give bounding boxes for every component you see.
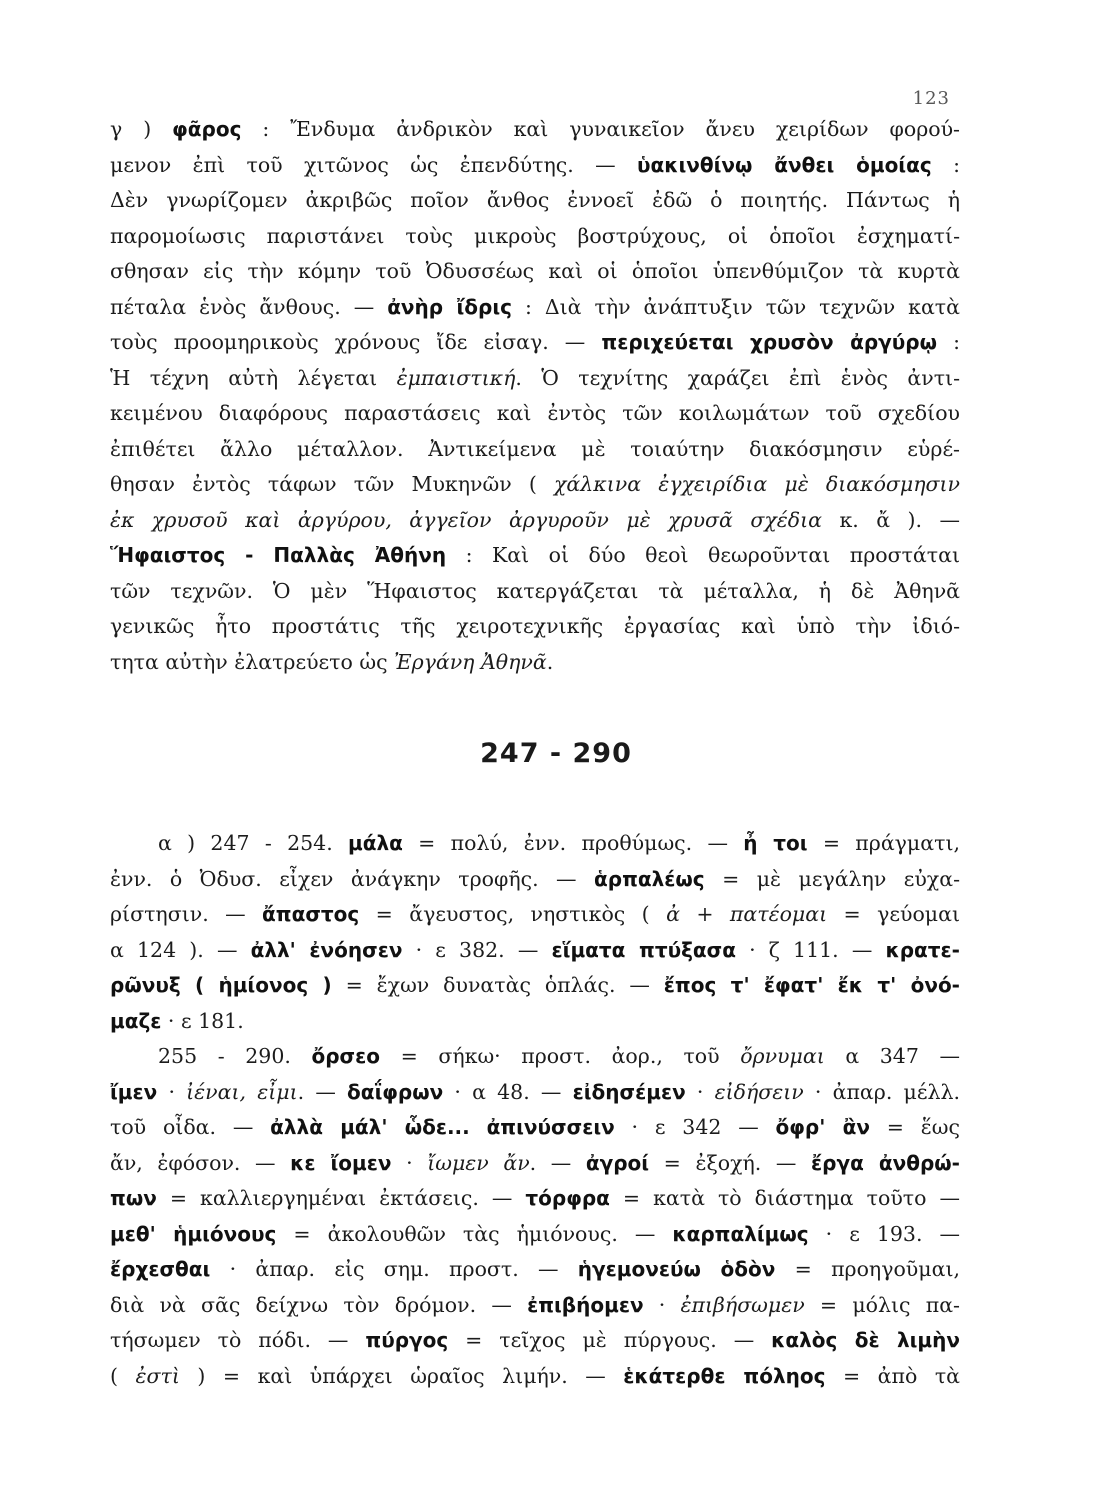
lemma-term: κρατε- bbox=[885, 937, 960, 962]
text-segment: · ζ 111. — bbox=[735, 937, 886, 962]
italic-text: ὄρνυμαι bbox=[740, 1044, 825, 1068]
lemma-term: μάλα bbox=[348, 831, 403, 855]
text-segment: : Ἔνδυμα ἀνδρικὸν καὶ γυναικεῖον ἄνευ χειρίδων φορού- bbox=[241, 117, 960, 141]
text-line bbox=[110, 361, 960, 397]
lemma-term: Ἥφαιστος - Παλλὰς Ἀθήνη bbox=[110, 543, 447, 567]
text-line bbox=[110, 148, 960, 184]
text-segment: = τεῖχος μὲ πύργους. — bbox=[448, 1328, 772, 1352]
text-segment: ρίστησιν. — bbox=[110, 902, 263, 926]
lemma-term: ἐπιβήομεν bbox=[527, 1292, 644, 1317]
lemma-term: φᾶρος bbox=[172, 117, 242, 141]
commentary-paragraph-bottom bbox=[110, 826, 960, 1394]
lemma-term: ἔρχεσθαι bbox=[110, 1257, 211, 1281]
text-segment: . bbox=[546, 649, 554, 674]
text-line bbox=[110, 503, 960, 539]
text-line bbox=[110, 254, 960, 290]
text-segment: α 124 ). — bbox=[110, 937, 251, 962]
lemma-term: μαζε bbox=[110, 1008, 162, 1033]
text-segment: α 347 — bbox=[824, 1044, 960, 1068]
lemma-term: ἀνὴρ ἴδρις bbox=[387, 294, 513, 319]
text-line bbox=[110, 1323, 960, 1359]
lemma-term: πύργος bbox=[365, 1328, 449, 1352]
lemma-term: ὑακινθίνῳ ἄνθει ὁμοίας bbox=[637, 152, 932, 177]
section-heading: 247 - 290 bbox=[480, 738, 632, 769]
italic-text: ἰέναι, εἶμι bbox=[186, 1079, 298, 1104]
text-line bbox=[110, 968, 960, 1004]
commentary-paragraph-top bbox=[110, 112, 960, 680]
text-line bbox=[110, 862, 960, 898]
text-segment: · bbox=[391, 1150, 428, 1175]
text-segment: · ε 382. — bbox=[402, 937, 552, 962]
text-line bbox=[110, 1039, 960, 1075]
text-segment: · α 48. — bbox=[443, 1079, 573, 1104]
text-line bbox=[110, 183, 960, 219]
italic-text: ἐκ χρυσοῦ καὶ ἀργύρου, ἀγγεῖον ἀργυροῦν μὲ χρυσᾶ σχέδια bbox=[110, 507, 822, 532]
text-segment: : Διὰ τὴν ἀνάπτυξιν τῶν τεχνῶν κατὰ bbox=[512, 294, 960, 319]
lemma-term: ἄπαστος bbox=[262, 902, 360, 926]
text-segment: = πράγματι, bbox=[807, 831, 960, 855]
text-segment: ἄν, ἐφόσον. — bbox=[110, 1150, 291, 1175]
page-number: 123 bbox=[912, 88, 950, 109]
text-segment: = ἕως bbox=[870, 1115, 960, 1139]
text-segment: Ἡ τέχνη αὐτὴ λέγεται bbox=[110, 365, 397, 390]
lemma-term: ἑκάτερθε πόληος bbox=[623, 1363, 826, 1388]
text-line bbox=[110, 1288, 960, 1324]
text-line bbox=[110, 219, 960, 255]
text-segment: τήσωμεν τὸ πόδι. — bbox=[110, 1328, 366, 1352]
text-segment: · ε 342 — bbox=[614, 1115, 776, 1139]
text-line bbox=[110, 1359, 960, 1395]
text-segment: ( bbox=[110, 1363, 136, 1388]
text-line bbox=[110, 1110, 960, 1146]
text-segment: = ἄγευστος, νηστικὸς ( bbox=[359, 902, 667, 926]
italic-text: Ἐργάνη Ἀθηνᾶ bbox=[394, 649, 547, 674]
text-segment: = σήκω· προστ. ἀορ., τοῦ bbox=[380, 1044, 741, 1068]
lemma-term: ρῶνυξ ( ἡμίονος ) bbox=[110, 973, 332, 997]
lemma-term: πων bbox=[110, 1186, 157, 1210]
text-line bbox=[110, 467, 960, 503]
lemma-term: ἔπος τ' ἔφατ' ἔκ τ' ὀνό- bbox=[663, 973, 960, 997]
text-segment: = πολύ, ἐνν. προθύμως. — bbox=[402, 831, 744, 855]
text-segment: = ἀπὸ τὰ bbox=[825, 1363, 960, 1388]
lemma-term: ἀγροί bbox=[585, 1150, 650, 1175]
text-segment: κειμένου διαφόρους παραστάσεις καὶ ἐντὸς τῶν κοιλωμάτων τοῦ σχεδίου bbox=[110, 401, 960, 425]
text-segment: τητα αὐτὴν ἐλατρεύετο ὡς bbox=[110, 649, 395, 674]
text-segment: = μὲ μεγάλην εὐχα- bbox=[704, 866, 960, 891]
text-segment: παρομοίωσις παριστάνει τοὺς μικροὺς βοστρύχους, οἱ ὁποῖοι ἐσχηματί- bbox=[110, 223, 960, 248]
text-line bbox=[110, 609, 960, 645]
text-segment: κ. ἄ ). — bbox=[821, 507, 960, 532]
text-line bbox=[110, 290, 960, 326]
italic-text: ἐμπαιστική bbox=[396, 365, 516, 390]
lemma-term: εἰδησέμεν bbox=[572, 1079, 686, 1104]
text-segment: . — bbox=[297, 1079, 347, 1104]
text-segment: · bbox=[685, 1079, 715, 1104]
text-segment: α ) 247 - 254. bbox=[158, 831, 349, 855]
lemma-term: ἴμεν bbox=[110, 1079, 158, 1104]
text-line bbox=[110, 325, 960, 361]
text-segment: ἐνν. ὁ Ὀδυσ. εἶχεν ἀνάγκην τροφῆς. — bbox=[110, 866, 595, 891]
lemma-term: εἵματα πτύξασα bbox=[551, 937, 736, 962]
text-segment: · bbox=[157, 1079, 187, 1104]
text-segment: : Καὶ οἱ δύο θεοὶ θεωροῦνται προστάται bbox=[446, 543, 960, 567]
text-line bbox=[110, 897, 960, 933]
text-line bbox=[110, 933, 960, 969]
lemma-term: τόρφρα bbox=[525, 1186, 610, 1210]
lemma-term: ἀλλ' ἐνόησεν bbox=[250, 937, 403, 962]
text-segment: γενικῶς ἦτο προστάτις τῆς χειροτεχνικῆς ἐργασίας καὶ ὑπὸ τὴν ἰδιό- bbox=[110, 614, 960, 638]
text-segment: γ ) bbox=[110, 117, 173, 141]
text-segment: : bbox=[931, 152, 960, 177]
text-segment: · bbox=[643, 1292, 681, 1317]
italic-text: ἴωμεν ἄν bbox=[427, 1150, 530, 1175]
text-line bbox=[110, 112, 960, 148]
text-segment: = κατὰ τὸ διάστημα τοῦτο — bbox=[609, 1186, 960, 1210]
lemma-term: ἀλλὰ μάλ' ὧδε... bbox=[270, 1115, 470, 1139]
text-line bbox=[110, 538, 960, 574]
text-line bbox=[110, 1075, 960, 1111]
text-segment: θησαν ἐντὸς τάφων τῶν Μυκηνῶν ( bbox=[110, 472, 554, 496]
text-segment: . Ὁ τεχνίτης χαράζει ἐπὶ ἑνὸς ἀντι- bbox=[515, 365, 960, 390]
text-segment: = ἐξοχή. — bbox=[649, 1150, 811, 1175]
italic-text: ἐπιβήσωμεν bbox=[680, 1292, 805, 1317]
text-line bbox=[110, 432, 960, 468]
text-segment bbox=[470, 1115, 487, 1139]
italic-text: εἰδήσειν bbox=[714, 1079, 804, 1104]
text-segment: · ἀπαρ. εἰς σημ. προστ. — bbox=[210, 1257, 578, 1281]
text-segment: τοὺς προομηρικοὺς χρόνους ἴδε εἰσαγ. — bbox=[110, 330, 602, 354]
lemma-term: ἁρπαλέως bbox=[594, 866, 705, 891]
italic-text: ἀ + πατέομαι bbox=[666, 902, 828, 926]
text-line bbox=[110, 574, 960, 610]
text-segment: : bbox=[937, 330, 960, 354]
text-segment: ἐπιθέτει ἄλλο μέταλλον. Ἀντικείμενα μὲ τοιαύτην διακόσμησιν εὑρέ- bbox=[110, 436, 960, 461]
text-segment: πέταλα ἑνὸς ἄνθους. — bbox=[110, 294, 388, 319]
lemma-term: ἦ τοι bbox=[743, 831, 808, 855]
text-segment: = ἔχων δυνατὰς ὁπλάς. — bbox=[331, 973, 664, 997]
text-segment: τοῦ οἶδα. — bbox=[110, 1115, 271, 1139]
text-line bbox=[110, 1004, 960, 1040]
lemma-term: ὄφρ' ἂν bbox=[775, 1115, 870, 1139]
lemma-term: καρπαλίμως bbox=[672, 1221, 809, 1246]
text-segment: · ἀπαρ. μέλλ. bbox=[803, 1079, 960, 1104]
text-segment: = προηγοῦμαι, bbox=[775, 1257, 960, 1281]
lemma-term: δαΐφρων bbox=[347, 1079, 444, 1104]
lemma-term: ἀπινύσσειν bbox=[486, 1115, 615, 1139]
lemma-term: μεθ' ἡμιόνους bbox=[110, 1221, 277, 1246]
italic-text: ἐστὶ bbox=[135, 1363, 180, 1388]
text-segment: . — bbox=[529, 1150, 586, 1175]
lemma-term: κε ἴομεν bbox=[290, 1150, 392, 1175]
text-segment: · ε 193. — bbox=[808, 1221, 960, 1246]
text-segment: τῶν τεχνῶν. Ὁ μὲν Ἥφαιστος κατεργάζεται τὰ μέταλλα, ἡ δὲ Ἀθηνᾶ bbox=[110, 578, 960, 603]
text-segment: σθησαν εἰς τὴν κόμην τοῦ Ὀδυσσέως καὶ οἱ ὁποῖοι ὑπενθύμιζον τὰ κυρτὰ bbox=[110, 259, 960, 283]
text-segment: = ἀκολουθῶν τὰς ἡμιόνους. — bbox=[276, 1221, 673, 1246]
text-line bbox=[110, 645, 960, 681]
text-segment: · ε 181. bbox=[161, 1008, 244, 1033]
italic-text: χάλκινα ἐγχειρίδια μὲ διακόσμησιν bbox=[554, 472, 960, 496]
lemma-term: ἡγεμονεύω ὁδὸν bbox=[577, 1257, 776, 1281]
text-segment: Δὲν γνωρίζομεν ἀκριβῶς ποῖον ἄνθος ἐννοεῖ ἐδῶ ὁ ποιητής. Πάντως ἡ bbox=[110, 188, 960, 212]
lemma-term: ἔργα ἀνθρώ- bbox=[811, 1150, 960, 1175]
text-segment: μενον ἐπὶ τοῦ χιτῶνος ὡς ἐπενδύτης. — bbox=[110, 152, 638, 177]
text-segment: διὰ νὰ σᾶς δείχνω τὸν δρόμον. — bbox=[110, 1292, 528, 1317]
text-segment: = μόλις πα- bbox=[804, 1292, 960, 1317]
text-line bbox=[110, 1217, 960, 1253]
lemma-term: καλὸς δὲ λιμὴν bbox=[771, 1328, 960, 1352]
text-line bbox=[110, 1252, 960, 1288]
text-line bbox=[110, 1181, 960, 1217]
text-segment: 255 - 290. bbox=[158, 1044, 312, 1068]
text-line bbox=[110, 396, 960, 432]
text-line bbox=[110, 1146, 960, 1182]
text-line bbox=[110, 826, 960, 862]
lemma-term: περιχεύεται χρυσὸν ἀργύρῳ bbox=[601, 330, 938, 354]
text-segment: = γεύομαι bbox=[827, 902, 960, 926]
text-segment: ) = καὶ ὑπάρχει ὡραῖος λιμήν. — bbox=[179, 1363, 624, 1388]
lemma-term: ὄρσεο bbox=[311, 1044, 380, 1068]
text-segment: = καλλιεργημέναι ἐκτάσεις. — bbox=[156, 1186, 526, 1210]
